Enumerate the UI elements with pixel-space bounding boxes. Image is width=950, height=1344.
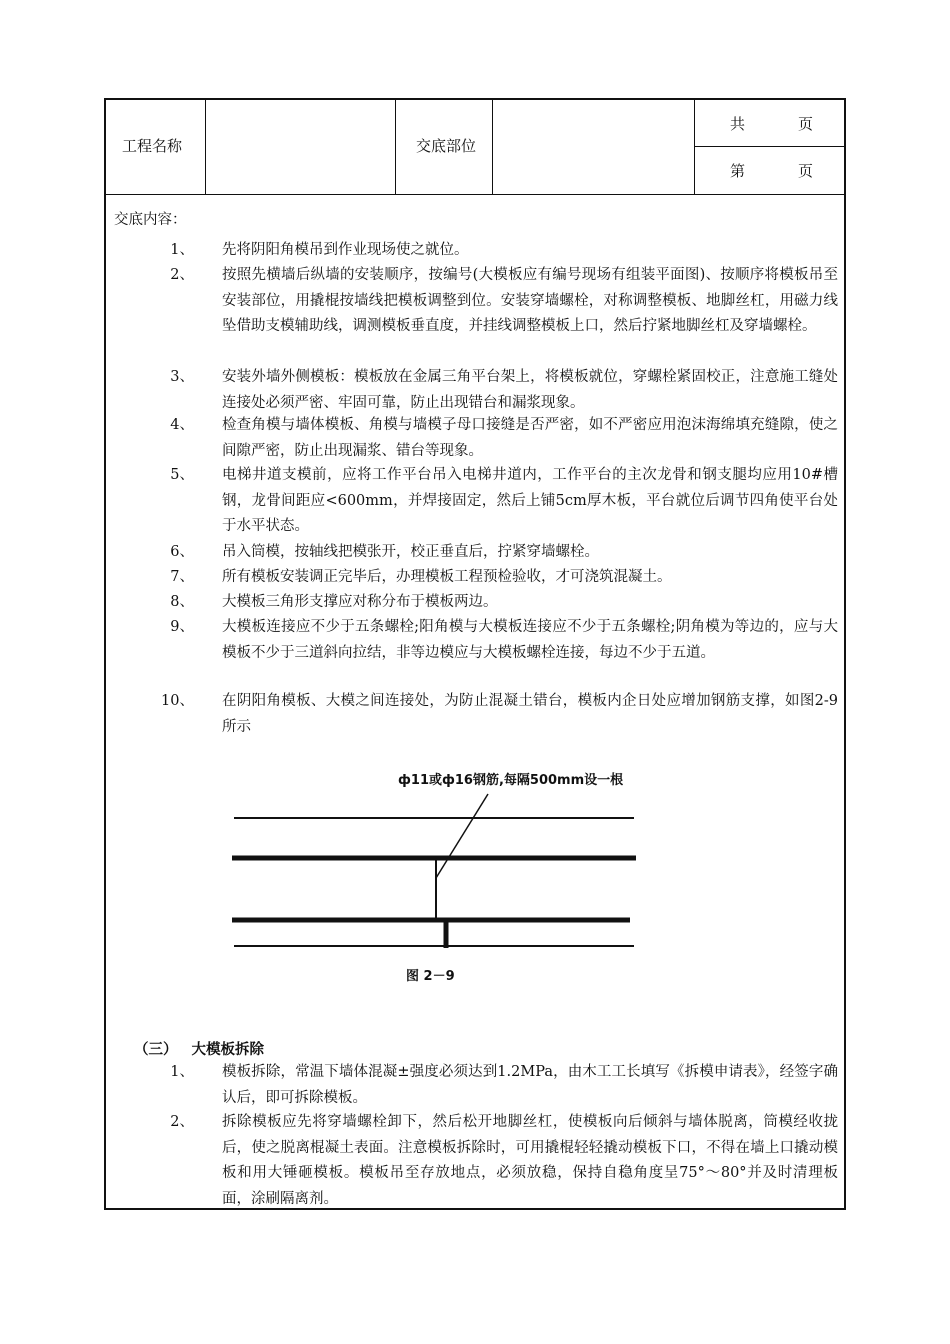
section-heading: [134, 1038, 264, 1059]
annotation-leader: [436, 794, 488, 878]
item-number: 10、: [161, 693, 194, 709]
section-number: （三）: [134, 1042, 178, 1058]
item-number: 5、: [170, 467, 194, 483]
item-text: 模板拆除，常温下墙体混凝±强度必须达到1.2MPa，由木工工长填写《拆模申请表》，经签字确认后，即可拆除模板。: [222, 1064, 838, 1106]
location-label: 交底部位: [416, 137, 477, 155]
item-number: 8、: [170, 594, 194, 610]
total-pages-label: 共: [730, 115, 746, 133]
total-pages-cell: [694, 100, 844, 146]
figure-2-9: [226, 773, 646, 1000]
item-text: 大模板三角形支撑应对称分布于模板两边。: [222, 594, 498, 610]
item-number: 4、: [170, 417, 194, 433]
item-number: 1、: [170, 1064, 194, 1080]
section-title: 大模板拆除: [191, 1042, 264, 1058]
header-table: [106, 100, 844, 195]
item-number: 3、: [170, 369, 194, 385]
item-text: 大模板连接应不少于五条螺栓;阳角模与大模板连接应不少于五条螺栓;阴角模为等边的，应与大模板不少于三道斜向拉结，非等边模应与大模板螺栓连接，每边不少于五道。: [222, 619, 838, 661]
project-name-label: 工程名称: [122, 137, 183, 155]
header-divider: [395, 100, 396, 194]
disclosure-sheet: [104, 98, 846, 1210]
page-number-label: 第: [730, 162, 746, 180]
figure-annotation: ф11或ф16钢筋,每隔500mm设一根: [398, 773, 624, 788]
header-divider: [492, 100, 493, 194]
item-text: 按照先横墙后纵墙的安装顺序，按编号(大模板应有编号现场有组装平面图)、按顺序将模板吊至安装部位，用撬棍按墙线把模板调整到位。安装穿墙螺栓，对称调整模板、地脚丝杠，用磁力线坠借助支模辅助线，调测模板垂直度，并挂线调整模板上口，然后拧紧地脚丝杠及穿墙螺栓。: [222, 267, 838, 334]
item-text: 所有模板安装调正完毕后，办理模板工程预检验收，才可浇筑混凝土。: [222, 569, 672, 585]
header-divider: [205, 100, 206, 194]
item-text: 拆除模板应先将穿墙螺栓卸下，然后松开地脚丝杠，使模板向后倾斜与墙体脱离，筒模经收拢后，使之脱离棍凝土表面。注意模板拆除时，可用撬棍轻轻撬动模板下口，不得在墙上口撬动模板和用大锤砸模板。模板吊至存放地点，必须放稳，保持自稳角度呈75°～80°并及时清理板面，涂刷隔离剂。: [222, 1114, 838, 1207]
item-text: 先将阴阳角模吊到作业现场使之就位。: [222, 242, 469, 258]
item-text: 安装外墙外侧模板：模板放在金属三角平台架上，将模板就位，穿螺栓紧固校正，注意施工缝处连接处必须严密、牢固可靠，防止出现错台和漏浆现象。: [222, 369, 838, 411]
item-number: 7、: [170, 569, 194, 585]
figure-caption: 图 2－9: [406, 969, 455, 984]
page-number-cell: [694, 147, 844, 193]
item-number: 2、: [170, 1114, 194, 1130]
page-number-unit: 页: [798, 162, 814, 180]
item-text: 吊入筒模，按轴线把模张开，校正垂直后，拧紧穿墙螺栓。: [222, 544, 599, 560]
content-label: 交底内容：: [114, 212, 187, 228]
item-number: 6、: [170, 544, 194, 560]
item-text: 检查角模与墙体模板、角模与墙模子母口接缝是否严密，如不严密应用泡沫海绵填充缝隙，使之间隙严密，防止出现漏浆、错台等现象。: [222, 417, 838, 459]
item-number: 1、: [170, 242, 194, 258]
item-number: 9、: [170, 619, 194, 635]
total-pages-unit: 页: [798, 115, 814, 133]
item-text: 在阴阳角模板、大模之间连接处，为防止混凝土错台，模板内企日处应增加钢筋支撑，如图2-9所示: [222, 693, 838, 735]
item-text: 电梯井道支模前，应将工作平台吊入电梯井道内，工作平台的主次龙骨和钢支腿均应用10#槽钢，龙骨间距应<600mm，并焊接固定，然后上铺5cm厚木板，平台就位后调节四角使平台处于水平状态。: [222, 467, 838, 534]
item-number: 2、: [170, 267, 194, 283]
